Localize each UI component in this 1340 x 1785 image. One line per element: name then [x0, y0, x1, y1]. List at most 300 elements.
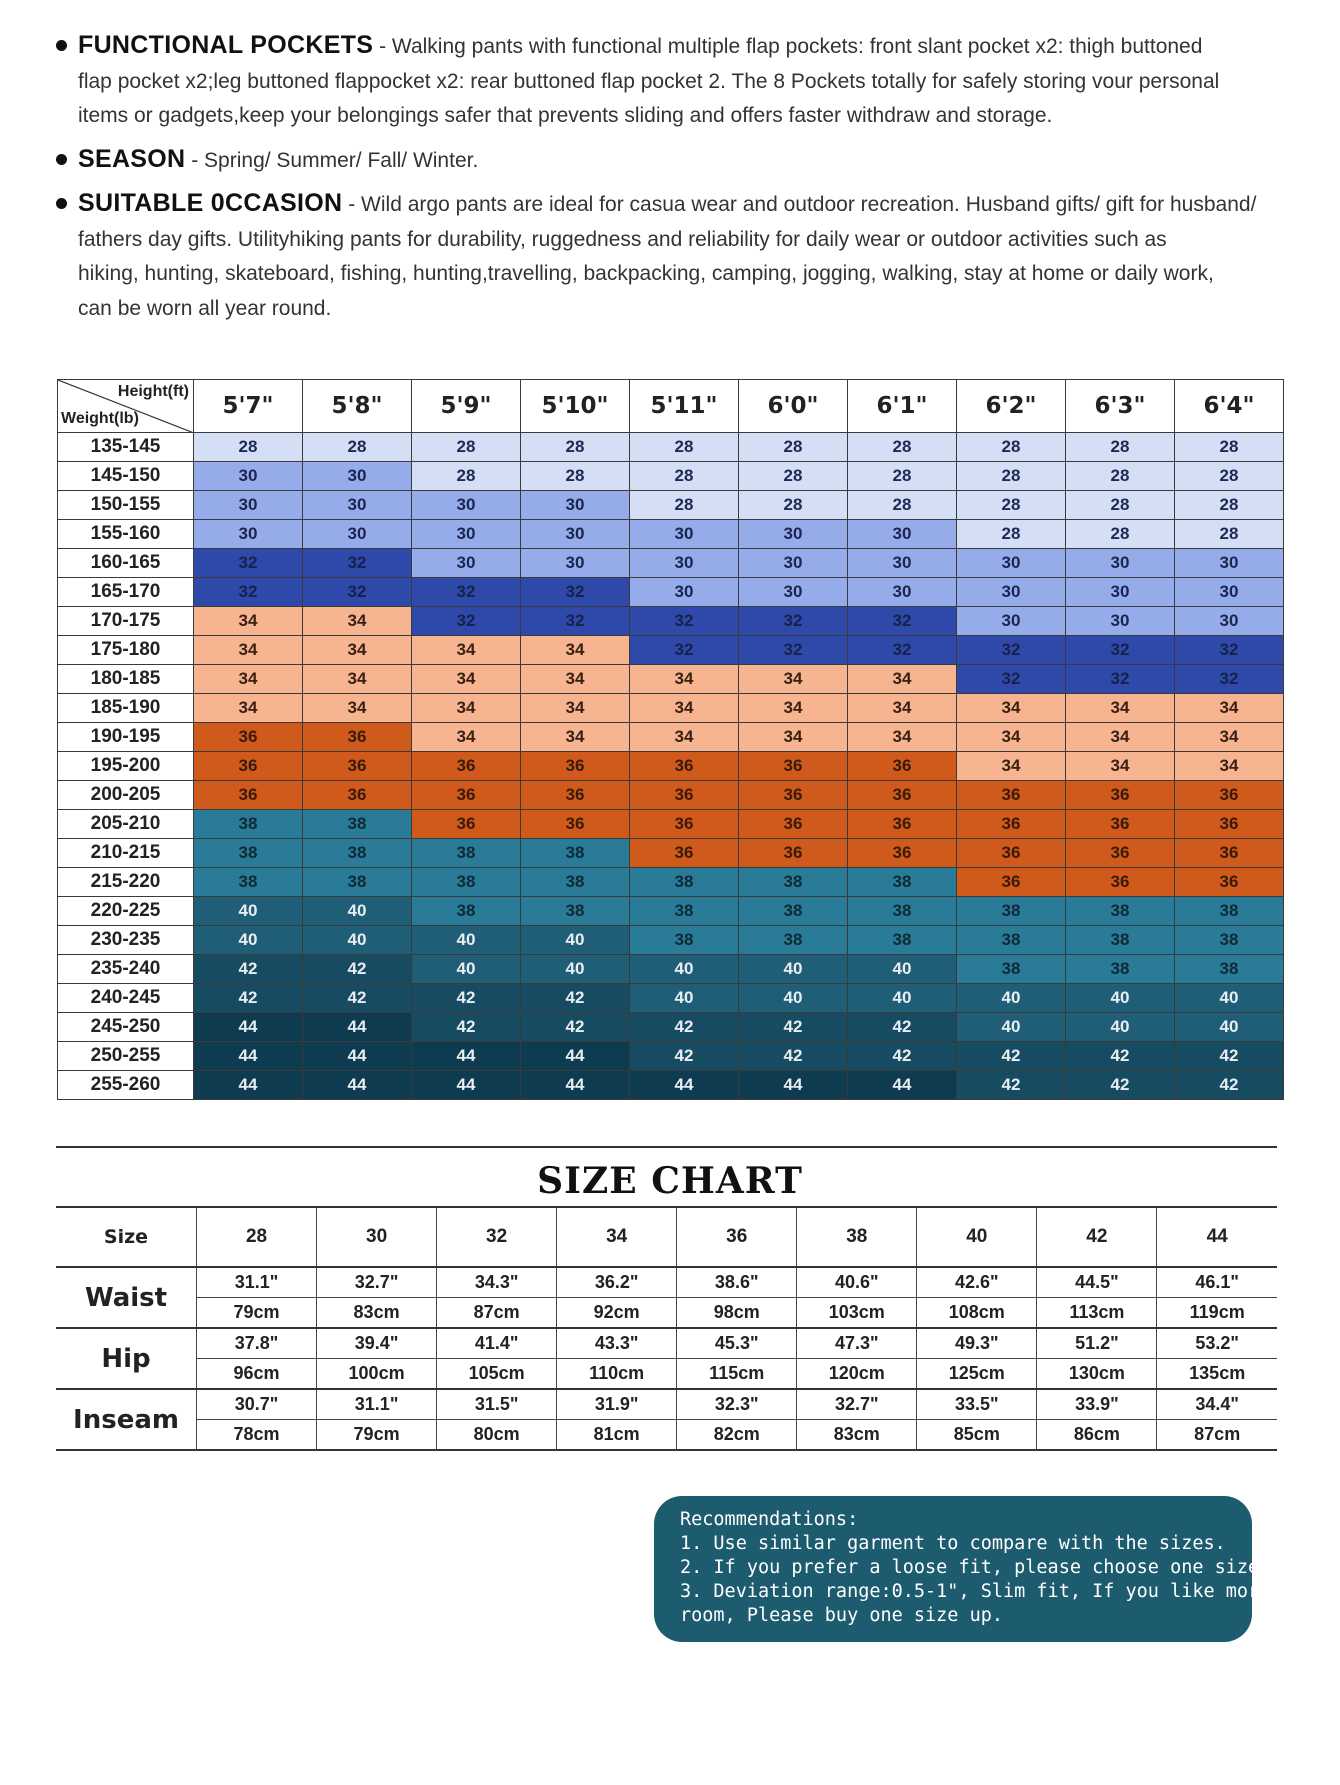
measure-inch-cell: 47.3" — [797, 1328, 917, 1359]
size-cell: 36 — [957, 781, 1066, 810]
size-cell: 34 — [303, 665, 412, 694]
measure-cm-cell: 79cm — [317, 1420, 437, 1451]
size-cell: 42 — [412, 984, 521, 1013]
weight-row-label: 175-180 — [58, 636, 194, 665]
measure-inch-cell: 44.5" — [1037, 1267, 1157, 1298]
size-cell: 30 — [1175, 549, 1284, 578]
measure-inch-cell: 33.5" — [917, 1389, 1037, 1420]
height-column-header: 6'0" — [739, 380, 848, 433]
size-cell: 36 — [194, 781, 303, 810]
measure-inch-cell: 51.2" — [1037, 1328, 1157, 1359]
size-cell: 30 — [1175, 607, 1284, 636]
measure-inch-cell: 31.9" — [557, 1389, 677, 1420]
size-cell: 30 — [739, 520, 848, 549]
measure-cm-cell: 113cm — [1037, 1298, 1157, 1329]
size-cell: 34 — [848, 665, 957, 694]
grid-row — [58, 955, 1284, 984]
measure-inch-cell: 31.1" — [317, 1389, 437, 1420]
size-cell: 28 — [521, 433, 630, 462]
size-cell: 36 — [194, 752, 303, 781]
weight-row-label: 255-260 — [58, 1071, 194, 1100]
size-cell: 36 — [303, 752, 412, 781]
grid-row — [58, 433, 1284, 462]
size-cell: 42 — [739, 1042, 848, 1071]
size-cell: 38 — [1066, 897, 1175, 926]
grid-row — [58, 694, 1284, 723]
measure-inch-cell: 38.6" — [677, 1267, 797, 1298]
size-chart-body — [56, 1208, 1277, 1450]
measure-cm-cell: 92cm — [557, 1298, 677, 1329]
size-cell: 28 — [957, 462, 1066, 491]
size-cell: 38 — [848, 868, 957, 897]
size-chart-table — [56, 1208, 1277, 1451]
size-cell: 36 — [1175, 810, 1284, 839]
size-cell: 38 — [521, 839, 630, 868]
size-cell: 28 — [1066, 520, 1175, 549]
grid-row — [58, 926, 1284, 955]
size-cell: 42 — [303, 955, 412, 984]
size-cell: 38 — [739, 926, 848, 955]
size-cell: 38 — [1175, 926, 1284, 955]
size-cell: 34 — [412, 636, 521, 665]
grid-row — [58, 723, 1284, 752]
size-cell: 44 — [194, 1071, 303, 1100]
recommendations-heading: Recommendations: — [680, 1509, 859, 1530]
size-cell: 40 — [1175, 984, 1284, 1013]
size-cell: 38 — [1066, 926, 1175, 955]
recommendation-item: 3. Deviation range:0.5-1", Slim fit, If you like more — [680, 1581, 1271, 1602]
size-cell: 38 — [521, 897, 630, 926]
size-cell: 42 — [630, 1042, 739, 1071]
size-cell: 40 — [194, 926, 303, 955]
size-cell: 36 — [1175, 839, 1284, 868]
size-header-cell: 36 — [677, 1208, 797, 1267]
size-cell: 36 — [521, 752, 630, 781]
size-cell: 44 — [194, 1042, 303, 1071]
measure-cm-cell: 119cm — [1157, 1298, 1277, 1329]
size-cell: 36 — [739, 752, 848, 781]
size-cell: 42 — [521, 1013, 630, 1042]
weight-row-label: 190-195 — [58, 723, 194, 752]
size-cell: 34 — [303, 694, 412, 723]
bullet-text: items or gadgets,keep your belongings safer that prevents sliding and offers faster withdraw and storage. — [78, 104, 1053, 127]
size-cell: 32 — [739, 636, 848, 665]
size-cell: 32 — [630, 607, 739, 636]
size-cell: 30 — [739, 549, 848, 578]
recommendation-item: room, Please buy one size up. — [680, 1605, 1004, 1626]
size-cell: 34 — [957, 723, 1066, 752]
size-cell: 34 — [1066, 694, 1175, 723]
measure-row-inches — [56, 1389, 1277, 1420]
size-cell: 28 — [1066, 433, 1175, 462]
measure-cm-cell: 108cm — [917, 1298, 1037, 1329]
grid-corner-cell — [58, 380, 194, 433]
size-cell: 42 — [957, 1042, 1066, 1071]
size-cell: 28 — [1175, 520, 1284, 549]
size-cell: 30 — [848, 520, 957, 549]
size-cell: 28 — [1066, 462, 1175, 491]
weight-row-label: 230-235 — [58, 926, 194, 955]
bullet-text: fathers day gifts. Utilityhiking pants for durability, ruggedness and reliability for daily wear or outdoor activities such as — [78, 227, 1167, 251]
size-cell: 40 — [1066, 984, 1175, 1013]
size-cell: 42 — [303, 984, 412, 1013]
size-cell: 42 — [412, 1013, 521, 1042]
size-cell: 34 — [739, 723, 848, 752]
size-cell: 38 — [630, 868, 739, 897]
size-header-cell: 32 — [437, 1208, 557, 1267]
size-cell: 38 — [957, 955, 1066, 984]
size-cell: 38 — [739, 868, 848, 897]
bullet-heading: SUITABLE 0CCASION — [78, 189, 343, 217]
size-cell: 44 — [521, 1042, 630, 1071]
size-cell: 38 — [957, 926, 1066, 955]
size-cell: 36 — [630, 839, 739, 868]
size-cell: 30 — [630, 578, 739, 607]
bullet-text: - Wild argo pants are ideal for casua wear and outdoor recreation. Husband gifts/ gift for husband/ — [342, 193, 1257, 216]
size-cell: 30 — [194, 462, 303, 491]
bullet-heading: FUNCTIONAL POCKETS — [78, 31, 374, 59]
bullet-dot-icon — [56, 198, 67, 209]
size-cell: 36 — [303, 781, 412, 810]
size-cell: 42 — [194, 955, 303, 984]
grid-row — [58, 607, 1284, 636]
size-cell: 36 — [739, 810, 848, 839]
grid-row — [58, 897, 1284, 926]
size-cell: 40 — [303, 897, 412, 926]
measure-inch-cell: 37.8" — [197, 1328, 317, 1359]
size-cell: 40 — [630, 984, 739, 1013]
size-cell: 36 — [630, 781, 739, 810]
size-cell: 38 — [848, 897, 957, 926]
size-cell: 36 — [1066, 810, 1175, 839]
size-cell: 30 — [1066, 549, 1175, 578]
size-cell: 28 — [303, 433, 412, 462]
size-cell: 32 — [848, 607, 957, 636]
height-column-header: 5'7" — [194, 380, 303, 433]
size-cell: 44 — [739, 1071, 848, 1100]
measure-cm-cell: 80cm — [437, 1420, 557, 1451]
measure-inch-cell: 49.3" — [917, 1328, 1037, 1359]
measure-inch-cell: 30.7" — [197, 1389, 317, 1420]
size-cell: 34 — [1175, 723, 1284, 752]
size-cell: 40 — [412, 926, 521, 955]
size-cell: 30 — [303, 491, 412, 520]
weight-row-label: 160-165 — [58, 549, 194, 578]
size-cell: 32 — [848, 636, 957, 665]
size-cell: 28 — [412, 433, 521, 462]
size-header-cell: 30 — [317, 1208, 437, 1267]
size-header-cell: 42 — [1037, 1208, 1157, 1267]
size-cell: 32 — [303, 578, 412, 607]
size-cell: 30 — [739, 578, 848, 607]
size-cell: 42 — [957, 1071, 1066, 1100]
size-cell: 42 — [1066, 1042, 1175, 1071]
size-cell: 36 — [739, 839, 848, 868]
height-column-header: 6'2" — [957, 380, 1066, 433]
size-cell: 44 — [303, 1013, 412, 1042]
size-cell: 44 — [303, 1071, 412, 1100]
size-cell: 34 — [521, 665, 630, 694]
size-cell: 28 — [630, 491, 739, 520]
recommendation-item: 2. If you prefer a loose fit, please choose one size up. — [680, 1557, 1304, 1578]
weight-row-label: 145-150 — [58, 462, 194, 491]
measure-cm-cell: 103cm — [797, 1298, 917, 1329]
measure-cm-cell: 81cm — [557, 1420, 677, 1451]
size-cell: 40 — [194, 897, 303, 926]
bullet-functional-pockets — [52, 28, 1302, 134]
weight-row-label: 240-245 — [58, 984, 194, 1013]
size-cell: 28 — [739, 433, 848, 462]
size-cell: 36 — [739, 781, 848, 810]
measure-label: Inseam — [56, 1389, 197, 1450]
measure-inch-cell: 34.4" — [1157, 1389, 1277, 1420]
weight-row-label: 220-225 — [58, 897, 194, 926]
size-cell: 42 — [194, 984, 303, 1013]
size-cell: 36 — [848, 839, 957, 868]
size-cell: 38 — [1175, 955, 1284, 984]
size-cell: 36 — [957, 868, 1066, 897]
measure-inch-cell: 32.3" — [677, 1389, 797, 1420]
size-cell: 28 — [739, 491, 848, 520]
measure-label: Hip — [56, 1328, 197, 1389]
size-cell: 44 — [412, 1042, 521, 1071]
size-cell: 30 — [848, 549, 957, 578]
size-cell: 28 — [521, 462, 630, 491]
size-cell: 42 — [630, 1013, 739, 1042]
size-cell: 40 — [739, 984, 848, 1013]
size-cell: 38 — [303, 810, 412, 839]
size-cell: 28 — [1175, 491, 1284, 520]
size-cell: 32 — [1066, 636, 1175, 665]
size-cell: 30 — [957, 578, 1066, 607]
size-cell: 34 — [412, 665, 521, 694]
size-cell: 34 — [630, 665, 739, 694]
size-cell: 30 — [630, 549, 739, 578]
measure-cm-cell: 100cm — [317, 1359, 437, 1390]
size-cell: 34 — [521, 694, 630, 723]
measure-inch-cell: 45.3" — [677, 1328, 797, 1359]
size-cell: 34 — [194, 694, 303, 723]
measure-cm-cell: 105cm — [437, 1359, 557, 1390]
bullet-dot-icon — [56, 154, 67, 165]
grid-row — [58, 781, 1284, 810]
size-cell: 32 — [1175, 665, 1284, 694]
size-cell: 30 — [303, 462, 412, 491]
size-cell: 28 — [1175, 433, 1284, 462]
size-cell: 32 — [739, 607, 848, 636]
bullet-suitable-occasion — [52, 186, 1302, 326]
size-cell: 30 — [630, 520, 739, 549]
measure-inch-cell: 42.6" — [917, 1267, 1037, 1298]
size-cell: 38 — [1066, 955, 1175, 984]
weight-row-label: 155-160 — [58, 520, 194, 549]
weight-row-label: 185-190 — [58, 694, 194, 723]
size-cell: 38 — [303, 868, 412, 897]
weight-row-label: 215-220 — [58, 868, 194, 897]
weight-row-label: 150-155 — [58, 491, 194, 520]
size-cell: 34 — [630, 723, 739, 752]
grid-row — [58, 636, 1284, 665]
size-cell: 44 — [412, 1071, 521, 1100]
measure-inch-cell: 40.6" — [797, 1267, 917, 1298]
measure-cm-cell: 87cm — [1157, 1420, 1277, 1451]
size-cell: 32 — [521, 578, 630, 607]
measure-cm-cell: 83cm — [317, 1298, 437, 1329]
size-cell: 42 — [1175, 1071, 1284, 1100]
size-cell: 30 — [957, 549, 1066, 578]
size-cell: 42 — [739, 1013, 848, 1042]
bullet-text: - Spring/ Summer/ Fall/ Winter. — [185, 148, 479, 172]
height-column-header: 6'1" — [848, 380, 957, 433]
weight-row-label: 210-215 — [58, 839, 194, 868]
size-cell: 28 — [412, 462, 521, 491]
measure-row-inches — [56, 1267, 1277, 1298]
size-cell: 34 — [739, 694, 848, 723]
size-cell: 38 — [412, 897, 521, 926]
size-header-cell: 44 — [1157, 1208, 1277, 1267]
height-column-header: 5'8" — [303, 380, 412, 433]
grid-body — [58, 433, 1284, 1100]
size-cell: 38 — [412, 868, 521, 897]
size-cell: 36 — [194, 723, 303, 752]
size-cell: 30 — [1066, 578, 1175, 607]
size-cell: 38 — [194, 839, 303, 868]
size-cell: 36 — [630, 752, 739, 781]
size-cell: 40 — [1066, 1013, 1175, 1042]
size-cell: 28 — [848, 491, 957, 520]
size-cell: 32 — [412, 578, 521, 607]
recommendations-box — [654, 1496, 1304, 1642]
height-column-header: 6'3" — [1066, 380, 1175, 433]
size-cell: 28 — [1066, 491, 1175, 520]
measure-inch-cell: 31.1" — [197, 1267, 317, 1298]
size-cell: 34 — [412, 723, 521, 752]
size-cell: 38 — [630, 926, 739, 955]
size-cell: 38 — [957, 897, 1066, 926]
weight-row-label: 235-240 — [58, 955, 194, 984]
measure-cm-cell: 135cm — [1157, 1359, 1277, 1390]
measure-inch-cell: 41.4" — [437, 1328, 557, 1359]
size-cell: 32 — [303, 549, 412, 578]
size-header-cell: 34 — [557, 1208, 677, 1267]
size-cell: 28 — [630, 462, 739, 491]
bullet-text: hiking, hunting, skateboard, fishing, hunting,travelling, backpacking, camping, jogging, walking, stay at home or daily work, — [78, 262, 1214, 285]
recommendation-item: 1. Use similar garment to compare with the sizes. — [680, 1533, 1226, 1554]
measure-cm-cell: 87cm — [437, 1298, 557, 1329]
size-cell: 30 — [957, 607, 1066, 636]
size-cell: 38 — [848, 926, 957, 955]
weight-row-label: 165-170 — [58, 578, 194, 607]
size-cell: 40 — [521, 926, 630, 955]
measure-row-cm — [56, 1359, 1277, 1390]
grid-row — [58, 549, 1284, 578]
size-row-label: Size — [56, 1208, 197, 1267]
measure-row-cm — [56, 1420, 1277, 1451]
size-cell: 32 — [957, 665, 1066, 694]
grid-row — [58, 491, 1284, 520]
size-cell: 34 — [412, 694, 521, 723]
size-header-cell: 28 — [197, 1208, 317, 1267]
size-cell: 40 — [521, 955, 630, 984]
size-cell: 30 — [412, 520, 521, 549]
size-cell: 32 — [521, 607, 630, 636]
size-cell: 34 — [521, 723, 630, 752]
size-cell: 40 — [412, 955, 521, 984]
measure-cm-cell: 85cm — [917, 1420, 1037, 1451]
measure-cm-cell: 98cm — [677, 1298, 797, 1329]
weight-row-label: 250-255 — [58, 1042, 194, 1071]
grid-row — [58, 839, 1284, 868]
bullet-text: flap pocket x2;leg buttoned flappocket x2: rear buttoned flap pocket 2. The 8 Pockets totally for safely storing vour personal — [78, 69, 1220, 93]
size-cell: 34 — [521, 636, 630, 665]
size-cell: 34 — [1066, 752, 1175, 781]
size-cell: 30 — [1175, 578, 1284, 607]
size-cell: 28 — [630, 433, 739, 462]
measure-row-cm — [56, 1298, 1277, 1329]
size-cell: 36 — [521, 781, 630, 810]
size-cell: 40 — [848, 984, 957, 1013]
size-cell: 30 — [194, 491, 303, 520]
size-cell: 28 — [848, 433, 957, 462]
weight-axis-label: Weight(lb) — [61, 410, 139, 427]
size-cell: 40 — [303, 926, 412, 955]
measure-cm-cell: 115cm — [677, 1359, 797, 1390]
measure-inch-cell: 34.3" — [437, 1267, 557, 1298]
measure-cm-cell: 82cm — [677, 1420, 797, 1451]
measure-inch-cell: 32.7" — [797, 1389, 917, 1420]
grid-row — [58, 868, 1284, 897]
size-cell: 36 — [848, 810, 957, 839]
grid-row — [58, 578, 1284, 607]
size-cell: 30 — [412, 491, 521, 520]
weight-row-label: 205-210 — [58, 810, 194, 839]
size-cell: 30 — [521, 549, 630, 578]
grid-row — [58, 462, 1284, 491]
measure-cm-cell: 78cm — [197, 1420, 317, 1451]
size-cell: 28 — [957, 433, 1066, 462]
grid-row — [58, 1071, 1284, 1100]
measure-inch-cell: 33.9" — [1037, 1389, 1157, 1420]
size-cell: 38 — [1175, 897, 1284, 926]
weight-row-label: 170-175 — [58, 607, 194, 636]
grid-row — [58, 1013, 1284, 1042]
measure-cm-cell: 79cm — [197, 1298, 317, 1329]
size-cell: 36 — [848, 781, 957, 810]
size-cell: 36 — [412, 752, 521, 781]
size-cell: 36 — [848, 752, 957, 781]
size-cell: 36 — [412, 810, 521, 839]
size-cell: 34 — [630, 694, 739, 723]
size-cell: 34 — [957, 694, 1066, 723]
bullet-text: - Walking pants with functional multiple flap pockets: front slant pocket x2: thigh buttoned — [373, 35, 1203, 58]
size-cell: 32 — [957, 636, 1066, 665]
height-column-header: 5'9" — [412, 380, 521, 433]
grid-header-row — [58, 380, 1284, 433]
size-cell: 34 — [194, 636, 303, 665]
size-cell: 30 — [848, 578, 957, 607]
size-cell: 38 — [630, 897, 739, 926]
size-cell: 42 — [848, 1042, 957, 1071]
size-cell: 32 — [194, 549, 303, 578]
height-axis-label: Height(ft) — [117, 383, 189, 400]
feature-bullets — [52, 28, 1302, 334]
height-weight-size-grid — [57, 379, 1284, 1100]
grid-row — [58, 520, 1284, 549]
size-cell: 44 — [848, 1071, 957, 1100]
size-cell: 36 — [1066, 868, 1175, 897]
size-cell: 40 — [630, 955, 739, 984]
size-cell: 42 — [1175, 1042, 1284, 1071]
